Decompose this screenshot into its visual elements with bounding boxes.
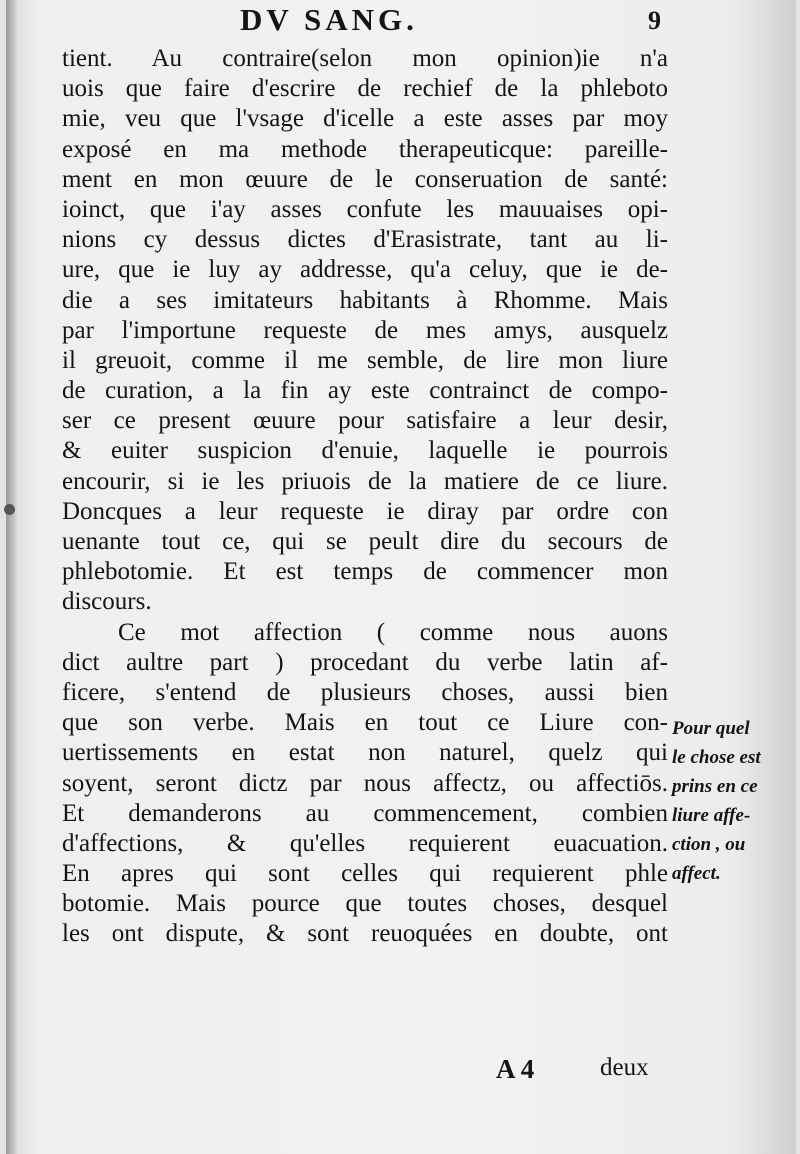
page-footer [0,1054,800,1094]
signature-mark: A 4 [496,1054,535,1084]
catchword: deux [600,1054,649,1081]
text-line: dict aultre part ) procedant du verbe latin af- [62,648,668,676]
marginal-note-line: prins en ce [672,776,758,797]
text-line: d'affections, & qu'elles requierent euacuation. [62,829,668,857]
text-line: de curation, a la fin ay este contrainct de compo- [62,377,668,405]
text-line: que son verbe. Mais en tout ce Liure con- [62,709,668,737]
text-line: discours. [62,588,152,616]
text-line: tient. Au contraire(selon mon opinion)ie n'a [62,45,668,72]
text-line: die a ses imitateurs habitants à Rhomme. Mais [62,286,668,314]
gutter-shadow [6,0,18,1154]
marginal-note-line: liure affe- [672,805,751,826]
text-line: & euiter suspicion d'enuie, laquelle ie pourrois [62,437,668,465]
text-line: ficere, s'entend de plusieurs choses, aussi bien [62,678,668,706]
text-line: par l'importune requeste de mes amys, ausquelz [62,316,668,344]
text-line: ment en mon œuure de le conseruation de santé: [62,165,668,193]
text-line: Ce mot affection ( comme nous auons [118,618,668,646]
text-line: les ont dispute, & sont reuoquées en doubte, ont [62,920,668,948]
text-line: uenante tout ce, qui se peult dire du secours de [62,528,668,555]
text-line: Et demanderons au commencement, combien [62,799,668,827]
text-line: il greuoit, comme il me semble, de lire mon liure [62,346,668,374]
marginal-note [672,714,796,888]
folio-number: 9 [648,6,661,35]
text-line: encourir, si ie les priuois de la matiere de ce liure. [62,467,668,495]
text-line: mie, veu que l'vsage d'icelle a este asses par moy [62,105,668,133]
text-line: ure, que ie luy ay addresse, qu'a celuy, que ie de- [62,256,668,284]
text-line: phlebotomie. Et est temps de commencer mon [62,558,668,586]
text-line: Doncques a leur requeste ie diray par ordre con [62,497,668,525]
text-line: En apres qui sont celles qui requierent phle [62,860,668,888]
binding-hole-mark [4,504,15,515]
text-line: nions cy dessus dictes d'Erasistrate, tant au li- [62,226,668,254]
text-line: botomie. Mais pource que toutes choses, desquel [62,890,668,918]
text-line: soyent, seront dictz par nous affectz, ou affectiōs. [62,769,668,797]
body-text [62,44,668,950]
marginal-note-line: le chose est [672,747,761,768]
marginal-note-line: Pour quel [672,718,750,739]
marginal-note-line: affect. [672,863,721,884]
marginal-note-line: ction , ou [672,834,746,855]
text-line: ioinct, que i'ay asses confute les mauuaises opi- [62,195,668,223]
text-line: uois que faire d'escrire de rechief de la phleboto [62,75,668,103]
text-line: exposé en ma methode therapeuticque: pareille- [62,135,668,163]
text-line: uertissements en estat non naturel, quelz qui [62,739,668,767]
text-line: ser ce present œuure pour satisfaire a leur desir, [62,407,668,435]
running-head: DV SANG. [240,2,418,37]
